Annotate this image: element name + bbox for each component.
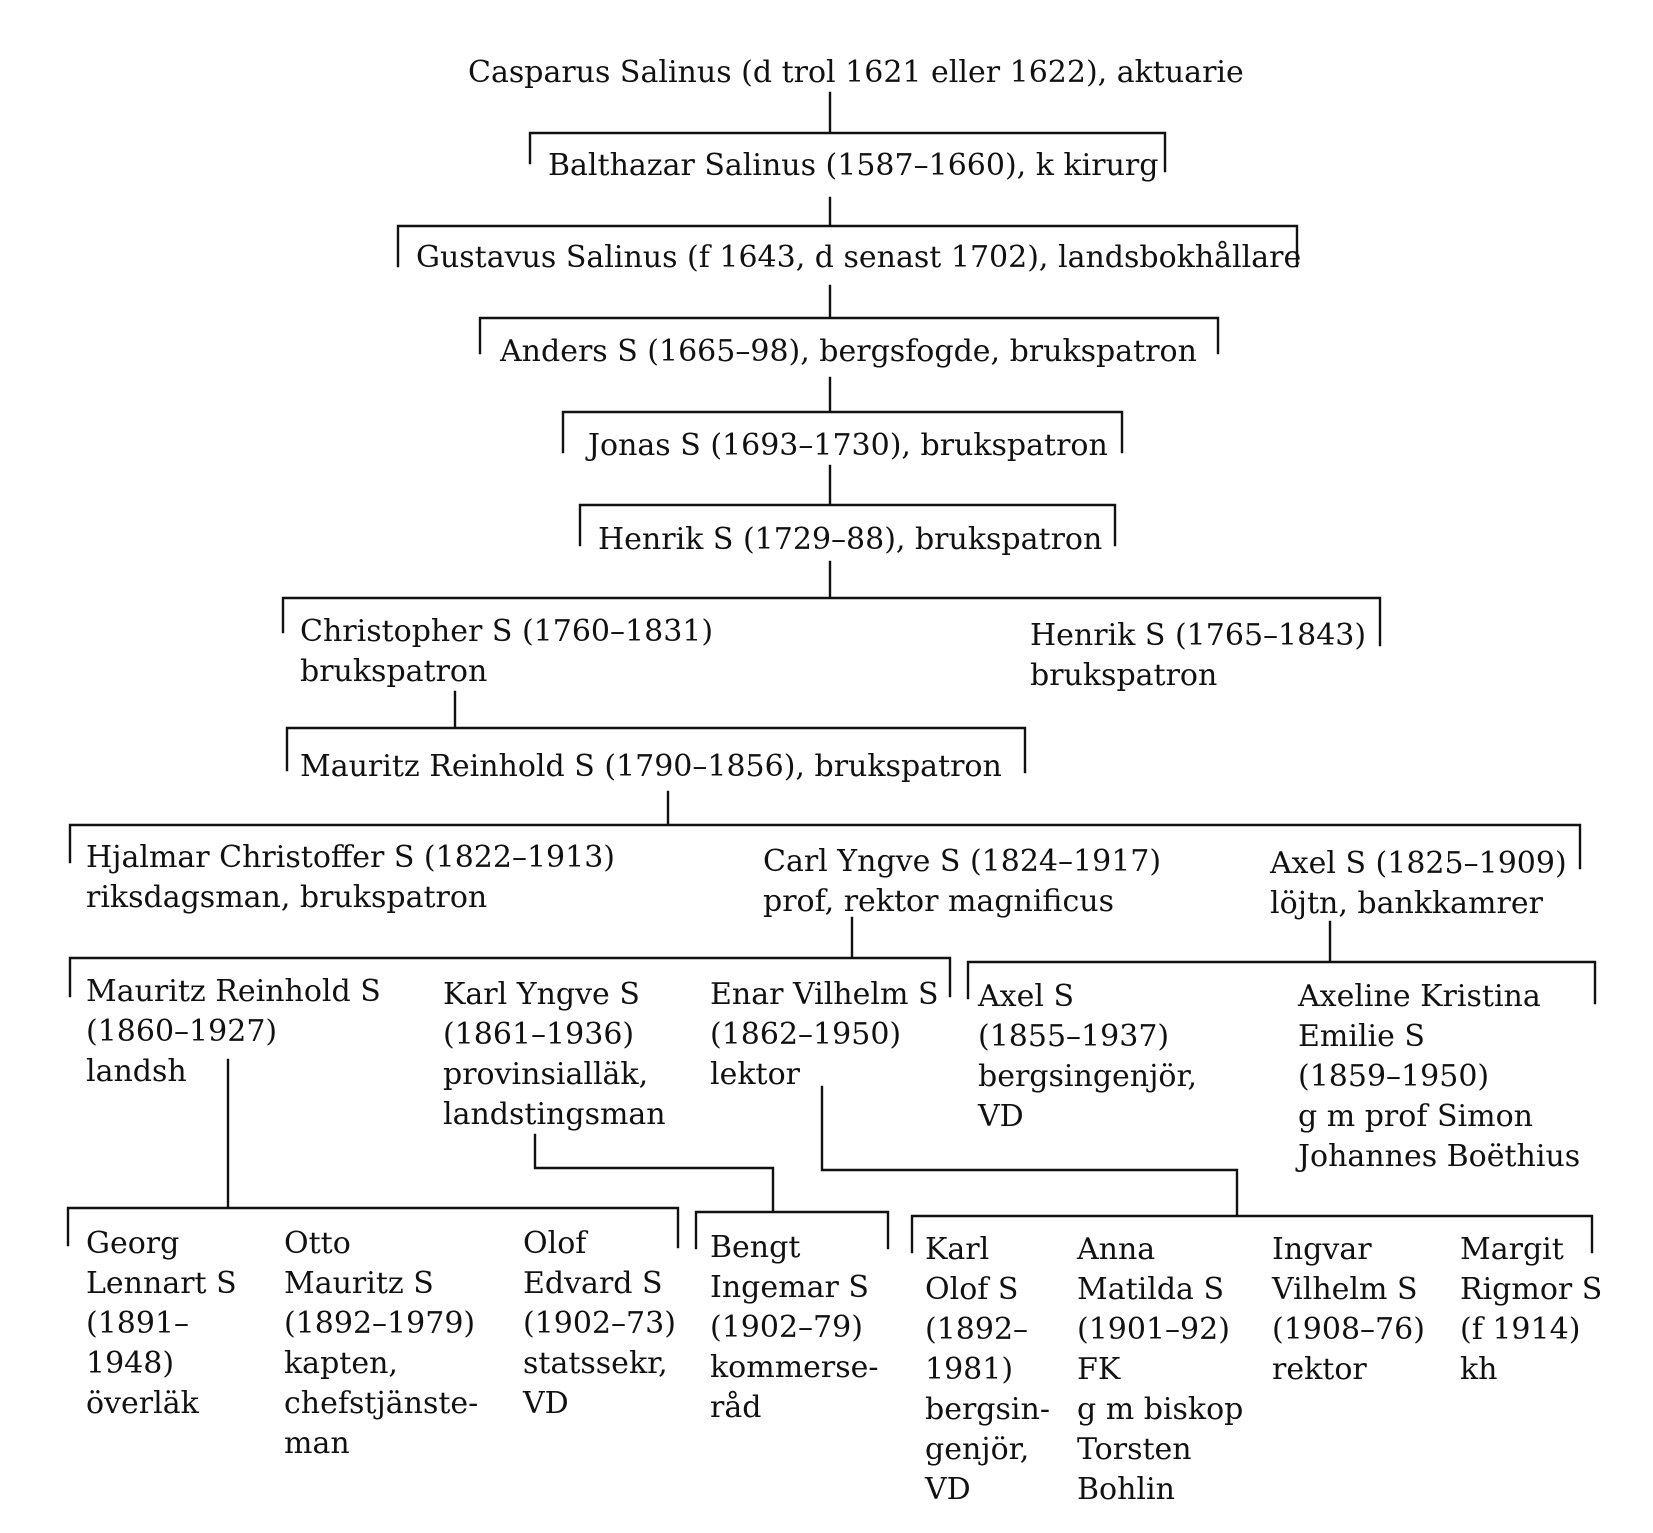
person-text-line: 1981) [925,1352,1014,1387]
person-text-line: Henrik S (1729–88), brukspatron [598,522,1103,557]
person-text-line: 1948) [86,1346,175,1381]
person-olof-edvard [523,1224,676,1424]
person-text-line: chefstjänste- [284,1386,479,1421]
person-mauritz-reinhold-1860 [86,972,381,1092]
person-text-line: Rigmor S [1460,1272,1603,1307]
person-anders [500,332,1197,372]
person-text-line: landstingsman [443,1097,666,1132]
person-georg-lennart [86,1224,237,1424]
person-henrik-1729 [598,520,1102,560]
person-christopher [300,612,713,692]
person-text-line: man [284,1426,350,1461]
person-text-line: statssekr, [523,1346,668,1381]
person-text-line: riksdagsman, brukspatron [86,880,488,915]
person-text-line: (1861–1936) [443,1017,635,1052]
person-text-line: provinsialläk, [443,1057,649,1092]
person-text-line: brukspatron [1030,658,1218,693]
person-text-line: bergsingenjör, [978,1059,1198,1094]
person-text-line: landsh [86,1054,187,1089]
person-text-line: löjtn, bankkamrer [1270,886,1543,921]
person-text-line: Jonas S (1693–1730), brukspatron [588,428,1108,463]
person-text-line: Axel S (1825–1909) [1270,846,1567,881]
person-carl-yngve [763,842,1161,922]
person-text-line: (1892–1979) [284,1306,476,1341]
person-otto-mauritz [284,1224,478,1464]
person-text-line: prof, rektor magnificus [763,884,1114,919]
person-gustavus [416,238,1301,278]
person-jonas [588,426,1108,466]
person-text-line: Bengt [710,1230,801,1265]
person-text-line: VD [925,1472,971,1507]
person-text-line: (1860–1927) [86,1014,278,1049]
person-text-line: Vilhelm S [1272,1272,1418,1307]
person-text-line: Margit [1460,1232,1564,1267]
person-text-line: Olof [523,1226,587,1261]
person-text-line: Christopher S (1760–1831) [300,614,714,649]
person-text-line: g m biskop [1077,1392,1244,1427]
person-text-line: Olof S [925,1272,1019,1307]
person-text-line: (1892– [925,1312,1029,1347]
person-text-line: Balthazar Salinus (1587–1660), k kirurg [548,148,1159,183]
person-text-line: Johannes Boëthius [1298,1139,1581,1174]
person-text-line: kh [1460,1352,1498,1387]
person-henrik-1765 [1030,616,1366,696]
person-text-line: Gustavus Salinus (f 1643, d senast 1702), landsbokhållare [416,240,1302,275]
person-text-line: (f 1914) [1460,1312,1581,1347]
person-text-line: Hjalmar Christoffer S (1822–1913) [86,840,616,875]
person-text-line: (1859–1950) [1298,1059,1490,1094]
person-text-line: Matilda S [1077,1272,1225,1307]
person-text-line: Anna [1077,1232,1156,1267]
person-text-line: FK [1077,1352,1121,1387]
person-text-line: (1855–1937) [978,1019,1170,1054]
person-text-line: rektor [1272,1352,1367,1387]
person-ingvar-vilhelm [1272,1230,1425,1390]
person-text-line: g m prof Simon [1298,1099,1533,1134]
person-text-line: brukspatron [300,654,488,689]
person-text-line: VD [523,1386,569,1421]
person-text-line: Ingemar S [710,1270,869,1305]
person-text-line: Mauritz Reinhold S [86,974,381,1009]
person-text-line: Bohlin [1077,1472,1175,1507]
person-text-line: (1902–73) [523,1306,676,1341]
person-text-line: Karl Yngve S [443,977,640,1012]
person-text-line: (1862–1950) [710,1017,902,1052]
person-axeline-kristina [1298,977,1580,1177]
person-text-line: (1902–79) [710,1310,863,1345]
person-text-line: (1891– [86,1306,190,1341]
person-enar-vilhelm [710,975,939,1095]
person-karl-yngve [443,975,666,1135]
person-text-line: Casparus Salinus (d trol 1621 eller 1622), aktuarie [468,55,1244,90]
person-mauritz-reinhold-1790 [300,747,1002,787]
person-text-line: Edvard S [523,1266,663,1301]
person-text-line: Axeline Kristina [1298,979,1541,1014]
person-casparus [468,53,1244,93]
person-text-line: Emilie S [1298,1019,1425,1054]
person-text-line: Torsten [1077,1432,1192,1467]
person-text-line: (1908–76) [1272,1312,1425,1347]
person-text-line: råd [710,1390,762,1425]
person-margit-rigmor [1460,1230,1602,1390]
person-text-line: Henrik S (1765–1843) [1030,618,1367,653]
person-anna-matilda [1077,1230,1243,1510]
person-text-line: genjör, [925,1432,1030,1467]
person-axel-1825 [1270,844,1567,924]
person-text-line: överläk [86,1386,199,1421]
person-text-line: (1901–92) [1077,1312,1230,1347]
person-axel-1855 [978,977,1197,1137]
person-text-line: Enar Vilhelm S [710,977,939,1012]
person-bengt-ingemar [710,1228,879,1428]
person-balthazar [548,146,1158,186]
person-text-line: Ingvar [1272,1232,1372,1267]
person-text-line: Axel S [978,979,1075,1014]
person-text-line: VD [978,1099,1024,1134]
person-text-line: bergsin- [925,1392,1050,1427]
person-text-line: kommerse- [710,1350,879,1385]
person-text-line: kapten, [284,1346,398,1381]
person-text-line: Mauritz Reinhold S (1790–1856), brukspatron [300,749,1002,784]
person-text-line: Anders S (1665–98), bergsfogde, brukspatron [500,334,1197,369]
person-text-line: Carl Yngve S (1824–1917) [763,844,1162,879]
person-text-line: Mauritz S [284,1266,434,1301]
person-text-line: Otto [284,1226,351,1261]
person-text-line: Georg [86,1226,180,1261]
person-text-line: Lennart S [86,1266,237,1301]
person-text-line: lektor [710,1057,800,1092]
person-karl-olof [925,1230,1050,1510]
person-text-line: Karl [925,1232,990,1267]
person-hjalmar [86,838,615,918]
